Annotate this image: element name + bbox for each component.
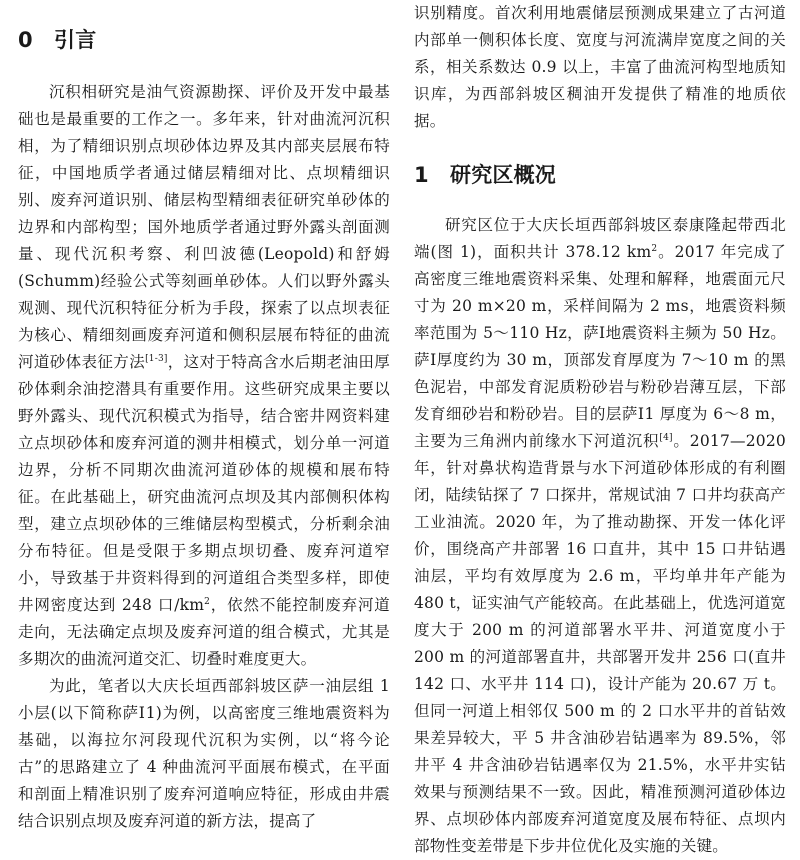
section-number: 1 <box>414 163 429 187</box>
paragraph <box>18 673 390 835</box>
paragraph-text: ，依然不能控制废弃河道走向，无法确定点坝及废弃河道的组合模式，尤其是多期次的曲流河道交汇、切叠时难度更大。 <box>18 596 390 668</box>
left-column <box>18 0 390 835</box>
paragraph <box>18 79 390 673</box>
section-title: 研究区概况 <box>450 163 556 187</box>
section-heading-introduction <box>18 27 390 54</box>
paragraph-continuation: 识别精度。首次利用地震储层预测成果建立了古河道内部单一侧积体长度、宽度与河流满岸宽度之间的关系，相关系数达 0.9 以上，丰富了曲流河构型地质知识库，为西部斜坡区稠油开发提供了精准的地质依据。 <box>414 4 786 130</box>
paragraph-text: ，这对于特高含水后期老油田厚砂体剩余油挖潜具有重要作用。这些研究成果主要以野外露头、现代沉积模式为指导，结合密井网资料建立点坝砂体和废弃河道的测井相模式，划分单一河道边界，分析不同期次曲流河道砂体的规模和展布特征。在此基础上，研究曲流河点坝及其内部侧积体构型，建立点坝砂体的三维储层构型模式，分析剩余油分布特征。但是受限于多期点坝切叠、废弃河道窄小，导致基于井资料得到的河道组合类型多样，即使井网密度达到 248 口/km <box>18 353 390 614</box>
paragraph-text: 。2017—2020 年，针对鼻状构造背景与水下河道砂体形成的有利圈闭，陆续钻探了 7 口探井，常规试油 7 口井均获高产工业油流。2020 年，为了推动勘探、开发一体化评价，围绕高产井部署 16 口直井，其中 15 口井钻遇油层，平均有效厚度为 2.6 m，平均单井年产能为 480 t，证实油气产能较高。在此基础上，优选河道宽度大于 200 m 的河道部署水平井、河道宽度小于 200 m 的河道部署直井，共部署开发井 256 口(直井 142 口、水平井 114 口)，设计产能为 20.67 万 t。但同一河道上相邻仅 500 m 的 2 口水平井的首钻效果差异较大，平 5 井含油砂岩钻遇率为 89.5%，邻井平 4 井含油砂岩钻遇率仅为 21.5%，水平井实钻效果与预测结果不一致。因此，精准预测河道砂体边界、点坝砂体内部废弃河道宽度及展布特征、点坝内部物性变差带是下步井位优化及实施的关键。 <box>414 432 786 855</box>
section-title: 引言 <box>54 28 97 52</box>
paragraph-text: 。2017 年完成了高密度三维地震资料采集、处理和解释，地震面元尺寸为 20 m×20 m，采样间隔为 2 ms，地震资料频率范围为 5～110 Hz，萨Ⅰ地震资料主频为 50 Hz。萨Ⅰ厚度约为 30 m，顶部发育厚度为 7～10 m 的黑色泥岩，中部发育泥质粉砂岩与粉砂岩薄互层，下部发育细砂岩和粉砂岩。目的层萨Ⅰ1 厚度为 6～8 m，主要为三角洲内前缘水下河道沉积 <box>414 243 787 450</box>
superscript: 2 <box>651 244 658 254</box>
section-heading-study-area <box>414 162 786 189</box>
section-number: 0 <box>18 28 33 52</box>
paragraph-text: 研究区位于大庆长垣西部斜坡区泰康隆起带西北端(图 1)，面积共计 378.12 km <box>414 216 786 261</box>
paragraph-text: 沉积相研究是油气资源勘探、评价及开发中最基础也是最重要的工作之一。多年来，针对曲流河沉积相，为了精细识别点坝砂体边界及其内部夹层展布特征，中国地质学者通过储层精细对比、点坝精细识别、废弃河道识别、储层构型精细表征研究单砂体的边界和内部构型；国外地质学者通过野外露头剖面测量、现代沉积考察、利凹波德(Leopold)和舒姆(Schumm)经验公式等刻画单砂体。人们以野外露头观测、现代沉积特征分析为手段，探索了以点坝表征为核心、精细刻画废弃河道和侧积层展布特征的曲流河道砂体表征方法 <box>18 83 390 371</box>
paragraph <box>414 212 786 860</box>
right-column <box>414 0 786 860</box>
superscript: 2 <box>204 597 211 607</box>
citation-ref[interactable]: [4] <box>659 433 673 443</box>
paragraph-text: 为此，笔者以大庆长垣西部斜坡区萨一油层组 1小层(以下简称萨Ⅰ1)为例，以高密度三维地震资料为基础，以海拉尔河段现代沉积为实例，以“将今论古”的思路建立了 4 种曲流河平面展布模式，在平面和剖面上精准识别了废弃河道响应特征，形成由井震结合识别点坝及废弃河道的新方法，提高了 <box>18 677 390 830</box>
citation-ref[interactable]: [1-3] <box>145 354 168 364</box>
